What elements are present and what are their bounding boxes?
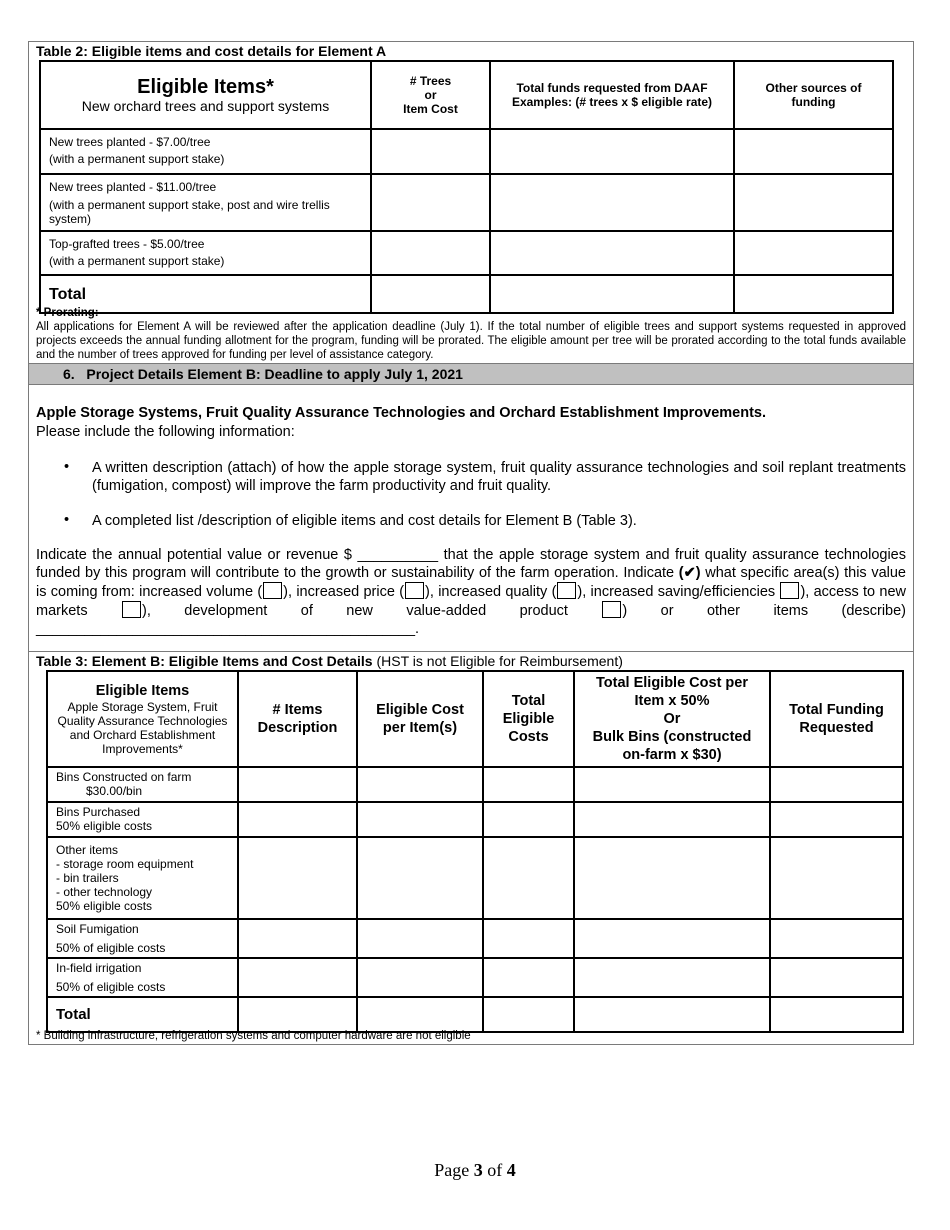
eligible-cost-input-cell[interactable] [357, 958, 483, 997]
eligible-cost-total-cell[interactable] [357, 997, 483, 1032]
table3-row [47, 837, 903, 919]
cost-per-item-input-cell[interactable] [574, 802, 770, 837]
table2-item-cell [40, 174, 371, 231]
table3-item-cell [47, 919, 238, 958]
item-name: Top-grafted trees - $5.00/tree [49, 237, 205, 251]
increased-price-checkbox[interactable] [405, 582, 424, 599]
header-line: on-farm x $30) [622, 747, 722, 763]
cost-per-item-input-cell[interactable] [574, 919, 770, 958]
element-b-instructions: Please include the following information: [36, 424, 295, 440]
table3-header-total-eligible-costs [483, 671, 574, 767]
item-line: 50% eligible costs [56, 899, 153, 913]
item-note: (with a permanent support stake, post and wire trellis system) [49, 198, 330, 226]
cost-per-item-input-cell[interactable] [574, 837, 770, 919]
item-line: $30.00/bin [86, 784, 143, 798]
value-added-product-checkbox[interactable] [602, 601, 621, 618]
header-line: Examples: (# trees x $ eligible rate) [511, 95, 713, 109]
table3-title-main: Table 3: Element B: Eligible Items and Cost Details [36, 653, 373, 669]
text-segment: ), increased price ( [283, 584, 405, 600]
element-b-bullet-list [36, 459, 906, 547]
bullet-text: A written description (attach) of how the apple storage system, fruit quality assurance technologies and soil replant treatments (fumigation, compost) will improve the farm productivity and fruit quality. [92, 460, 906, 494]
table2-row [40, 231, 893, 275]
item-line: - bin trailers [56, 871, 119, 885]
total-funding-input-cell[interactable] [770, 802, 903, 837]
total-eligible-costs-total-cell[interactable] [483, 997, 574, 1032]
list-item [36, 512, 906, 530]
header-line: or [424, 88, 437, 102]
items-description-input-cell[interactable] [238, 958, 357, 997]
trees-input-cell[interactable] [371, 231, 490, 275]
other-funding-input-cell[interactable] [734, 129, 893, 174]
table3-footnote: * Building infrastructure, refrigeration systems and computer hardware are not eligible [36, 1030, 471, 1042]
text-segment: Indicate the annual potential value or revenue $ __________ that the apple storage system and fruit quality assurance technologies funded by this program will contribute to the growth or sustainability of the farm operation. Indicate [36, 547, 906, 581]
table2-item-cell [40, 231, 371, 275]
item-line: Bins Constructed on farm [56, 770, 192, 784]
element-b-heading: Apple Storage Systems, Fruit Quality Assurance Technologies and Orchard Establishment Improvements. [36, 405, 767, 421]
text-segment: ), increased saving/efficiencies [577, 584, 780, 600]
list-item [36, 459, 906, 495]
saving-efficiencies-checkbox[interactable] [780, 582, 799, 599]
table2-row [40, 129, 893, 174]
item-note: (with a permanent support stake) [49, 152, 225, 166]
eligible-cost-input-cell[interactable] [357, 837, 483, 919]
text-segment: ), increased quality ( [425, 584, 557, 600]
prorating-heading: * Prorating: [36, 307, 99, 319]
funds-input-cell[interactable] [490, 129, 734, 174]
table3-header-items-description [238, 671, 357, 767]
increased-volume-checkbox[interactable] [263, 582, 282, 599]
header-line: Item x 50% [634, 693, 710, 709]
total-eligible-costs-input-cell[interactable] [483, 802, 574, 837]
table2-total-label: Total [40, 275, 371, 313]
page-prefix: Page [434, 1160, 474, 1180]
table3-total-label: Total [47, 997, 238, 1032]
table2 [39, 60, 894, 314]
item-line: Soil Fumigation [56, 922, 139, 936]
cost-per-item-input-cell[interactable] [574, 958, 770, 997]
items-description-input-cell[interactable] [238, 802, 357, 837]
header-line: Eligible [502, 711, 555, 727]
total-eligible-costs-input-cell[interactable] [483, 919, 574, 958]
header-line: Total funds requested from DAAF [516, 81, 708, 95]
page-of: of [482, 1160, 507, 1180]
table2-header-row [40, 61, 893, 129]
table3-item-cell [47, 802, 238, 837]
item-line: Other items [56, 843, 119, 857]
bullet-text: A completed list /description of eligible items and cost details for Element B (Table 3). [92, 513, 637, 529]
header-line: Total Funding [789, 702, 884, 718]
table2-header-other-sources [734, 61, 893, 129]
table2-header-eligible-items [40, 61, 371, 129]
table2-item-cell [40, 129, 371, 174]
table3-header-total-funding-requested [770, 671, 903, 767]
header-line: Bulk Bins (constructed [592, 729, 752, 745]
table2-header-trees [371, 61, 490, 129]
total-funding-input-cell[interactable] [770, 919, 903, 958]
table3-header-eligible-cost [357, 671, 483, 767]
item-line: Bins Purchased [56, 805, 141, 819]
table3-row [47, 919, 903, 958]
prorating-note [36, 306, 906, 362]
total-funding-input-cell[interactable] [770, 958, 903, 997]
page-number [0, 1160, 950, 1181]
table3-item-cell [47, 837, 238, 919]
table3-title [36, 653, 623, 669]
item-name: New trees planted - $7.00/tree [49, 135, 211, 149]
total-funding-input-cell[interactable] [770, 837, 903, 919]
trees-input-cell[interactable] [371, 129, 490, 174]
total-eligible-costs-input-cell[interactable] [483, 837, 574, 919]
item-name: New trees planted - $11.00/tree [49, 180, 217, 194]
page-current: 3 [473, 1160, 483, 1180]
item-line: - other technology [56, 885, 153, 899]
funds-input-cell[interactable] [490, 174, 734, 231]
section-number: 6. [63, 366, 75, 382]
table3-total-row [47, 997, 903, 1032]
header-line: funding [791, 95, 836, 109]
table3-item-cell [47, 767, 238, 802]
item-line: - storage room equipment [56, 857, 194, 871]
cost-per-item-input-cell[interactable] [574, 767, 770, 802]
table3-header-title: Eligible Items [95, 683, 190, 699]
value-indication-paragraph [36, 546, 906, 638]
text-segment: ), development of new value-added product [142, 603, 602, 619]
table2-header-subtitle: New orchard trees and support systems [81, 98, 330, 114]
text-segment: ) or other items (describe) _______________________________________________. [36, 603, 906, 637]
header-line: Requested [799, 720, 874, 736]
section-6-header [29, 363, 913, 385]
other-funding-input-cell[interactable] [734, 174, 893, 231]
eligible-cost-input-cell[interactable] [357, 767, 483, 802]
prorating-text: All applications for Element A will be reviewed after the application deadline (July 1). If the total number of eligible trees and support systems requested in approved projects exceeds the annual funding allotment for the program, funding will be prorated. The eligible amount per tree will be prorated according to the total funds available and the number of trees approved for funding per level of assistance category. [36, 321, 906, 361]
items-description-input-cell[interactable] [238, 767, 357, 802]
eligible-cost-input-cell[interactable] [357, 919, 483, 958]
table2-header-title: Eligible Items* [137, 76, 274, 98]
other-funding-input-cell[interactable] [734, 231, 893, 275]
table3-header-eligible-items [47, 671, 238, 767]
item-line: 50% eligible costs [56, 819, 153, 833]
increased-quality-checkbox[interactable] [557, 582, 576, 599]
table3-header-subtitle: Apple Storage System, Fruit Quality Assurance Technologies and Orchard Establishment Improvements* [57, 700, 228, 756]
checkmark-icon: (✔) [678, 565, 701, 581]
text-segment: what specific area(s) this value is coming from: increased volume ( [36, 565, 906, 600]
items-description-input-cell[interactable] [238, 919, 357, 958]
items-description-total-cell[interactable] [238, 997, 357, 1032]
table3-title-note: (HST is not Eligible for Reimbursement) [372, 653, 623, 669]
section-divider [29, 651, 913, 652]
header-line: Item Cost [403, 102, 458, 116]
header-line: Other sources of [765, 81, 862, 95]
funds-input-cell[interactable] [490, 231, 734, 275]
table3-header-row [47, 671, 903, 767]
header-line: # Trees [409, 74, 452, 88]
header-line: per Item(s) [382, 720, 458, 736]
cost-per-item-total-cell[interactable] [574, 997, 770, 1032]
section-title: Project Details Element B: Deadline to apply July 1, 2021 [86, 366, 463, 382]
header-line: Description [257, 720, 338, 736]
header-line: Or [663, 711, 681, 727]
item-line: In-field irrigation [56, 961, 142, 975]
item-note: (with a permanent support stake) [49, 254, 225, 268]
total-funding-total-cell[interactable] [770, 997, 903, 1032]
total-eligible-costs-input-cell[interactable] [483, 958, 574, 997]
table3-row [47, 958, 903, 997]
header-line: Eligible Cost [376, 702, 464, 718]
page-total: 4 [506, 1160, 516, 1180]
table2-row [40, 174, 893, 231]
total-eligible-costs-input-cell[interactable] [483, 767, 574, 802]
table3-row [47, 767, 903, 802]
table3-item-cell [47, 958, 238, 997]
trees-input-cell[interactable] [371, 174, 490, 231]
table2-header-total-funds [490, 61, 734, 129]
table3-header-total-eligible-cost-per-item [574, 671, 770, 767]
element-b-intro [36, 404, 906, 442]
item-line: 50% of eligible costs [56, 980, 166, 994]
header-line: Total Eligible Cost per [596, 675, 748, 691]
total-funding-input-cell[interactable] [770, 767, 903, 802]
text-segment: ), access to new markets [36, 584, 907, 619]
new-markets-checkbox[interactable] [122, 601, 141, 618]
bullet-icon: • [64, 512, 70, 528]
table3-row [47, 802, 903, 837]
item-line: 50% of eligible costs [56, 941, 166, 955]
header-line: Costs [508, 729, 549, 745]
header-line: Total [511, 693, 546, 709]
items-description-input-cell[interactable] [238, 837, 357, 919]
table2-title: Table 2: Eligible items and cost details for Element A [36, 43, 387, 59]
table3 [46, 670, 904, 1033]
bullet-icon: • [64, 459, 70, 475]
eligible-cost-input-cell[interactable] [357, 802, 483, 837]
header-line: # Items [272, 702, 323, 718]
